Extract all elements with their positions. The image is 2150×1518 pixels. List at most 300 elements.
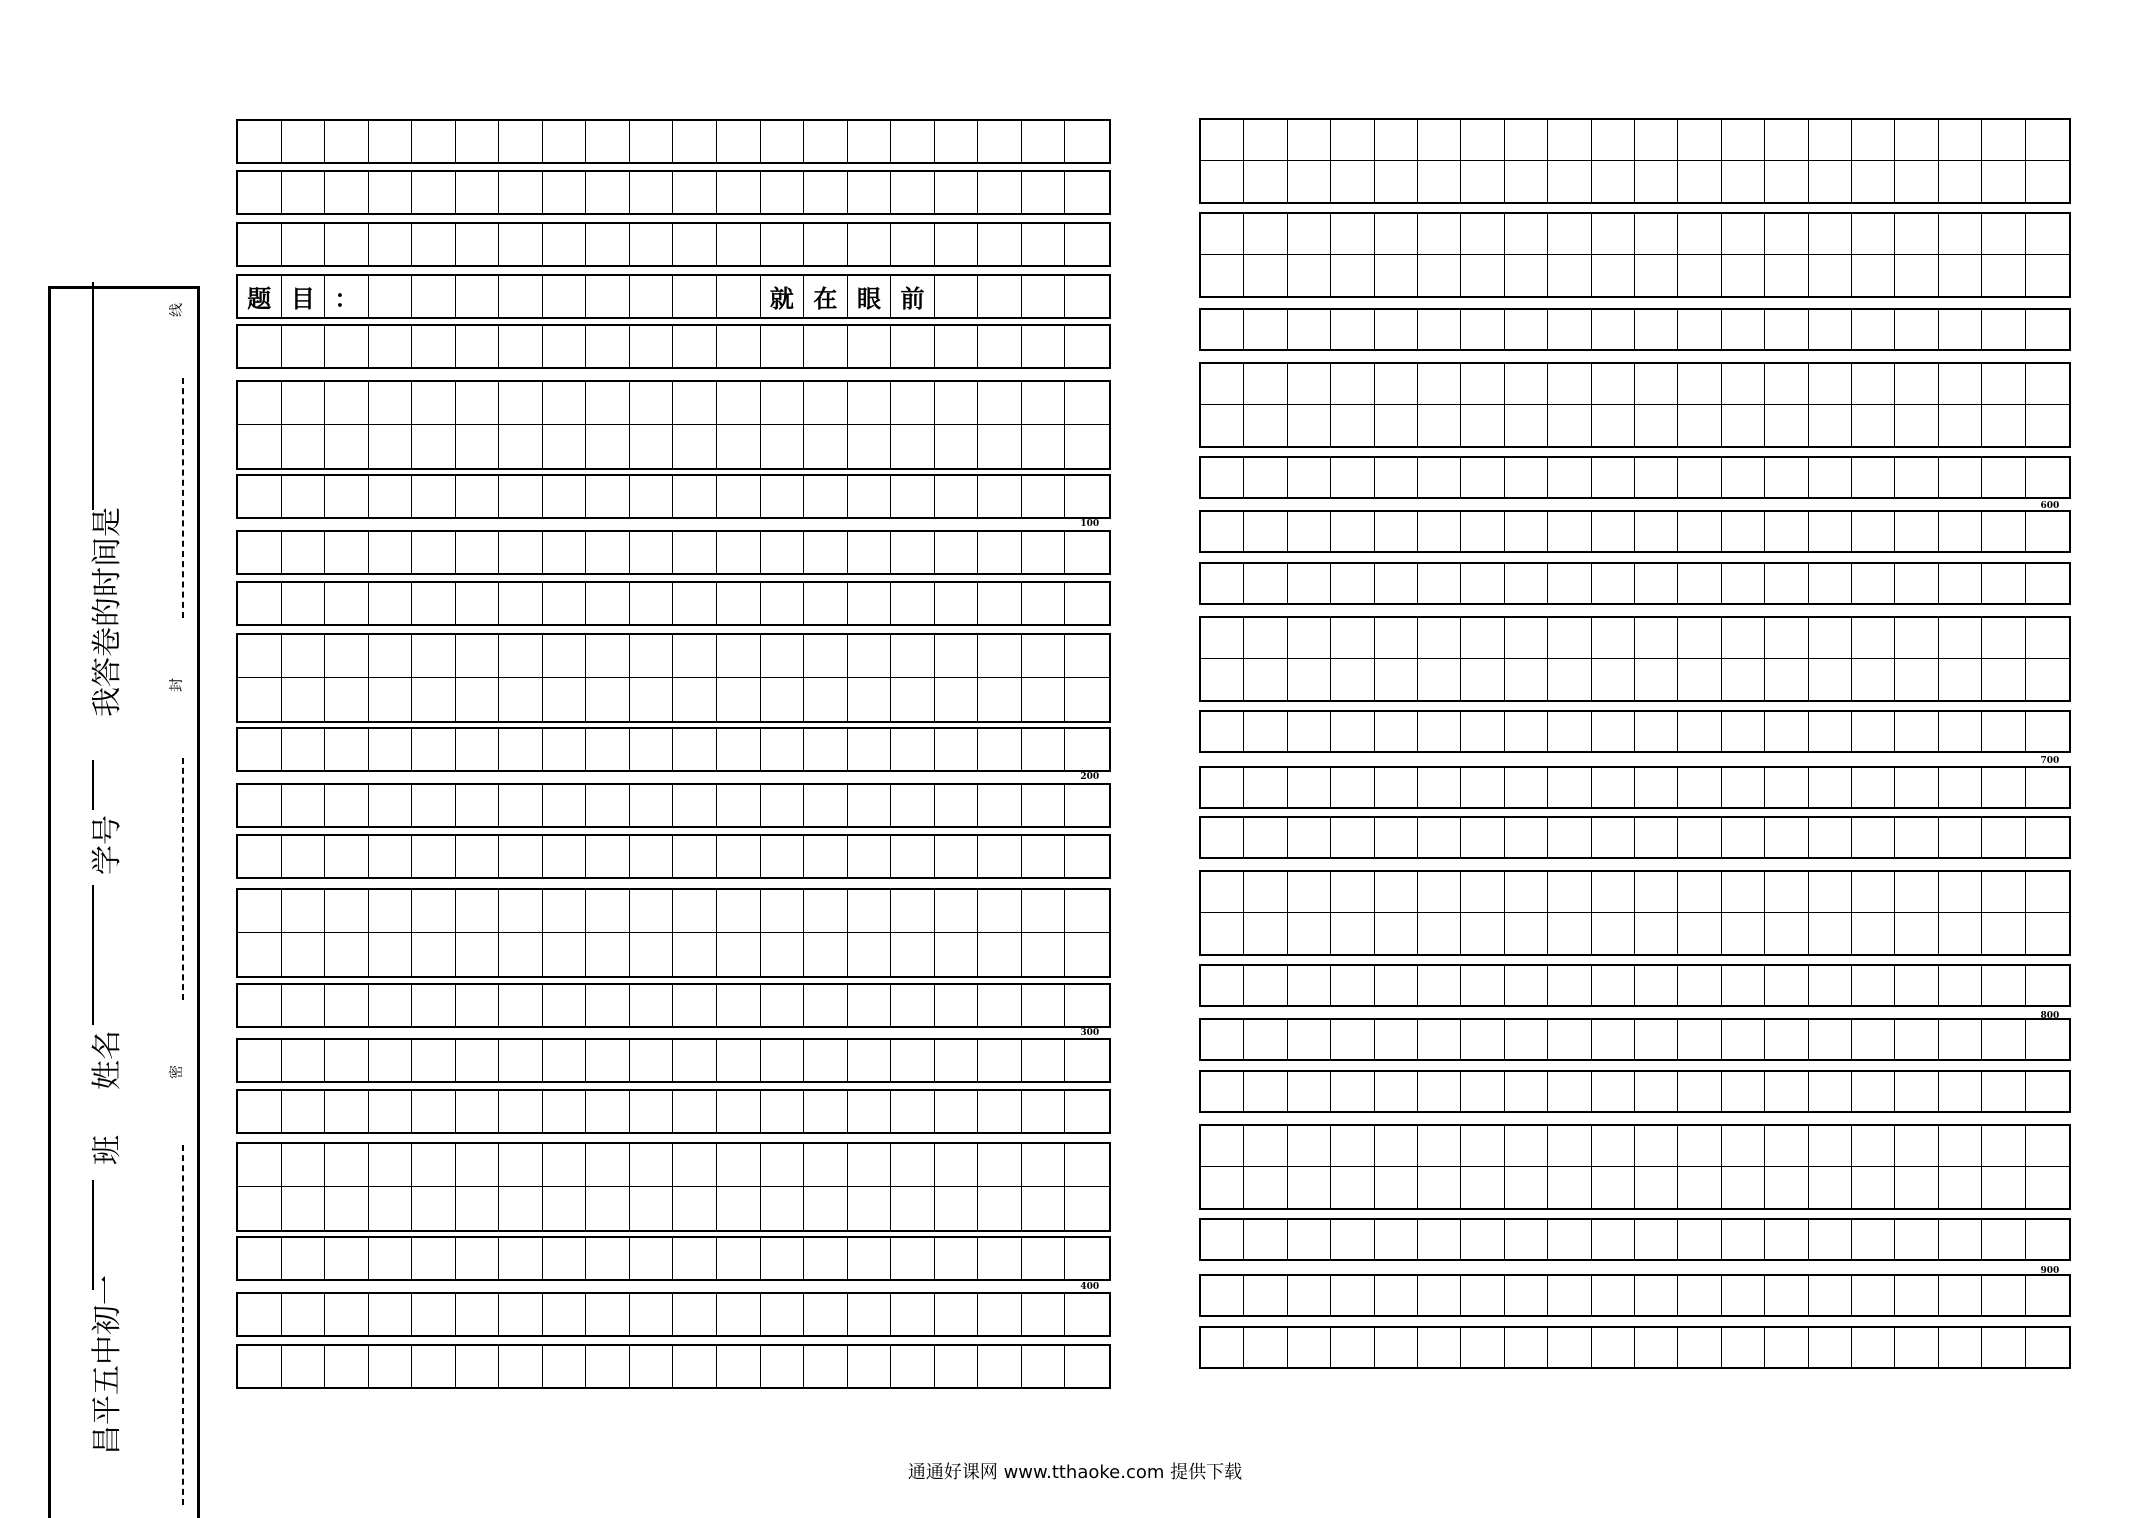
grid-cell[interactable] (1022, 985, 1066, 1026)
grid-cell[interactable] (1852, 872, 1895, 913)
grid-cell[interactable] (1939, 564, 1982, 603)
grid-cell[interactable] (1895, 1328, 1938, 1367)
grid-cell[interactable] (935, 425, 979, 468)
grid-cell[interactable] (1592, 310, 1635, 349)
grid-cell[interactable] (1809, 1020, 1852, 1059)
grid-cell[interactable] (1895, 1126, 1938, 1167)
grid-cell[interactable] (282, 1144, 326, 1187)
grid-cell[interactable] (543, 785, 587, 826)
grid-cell[interactable] (1765, 161, 1808, 202)
grid-cell[interactable] (325, 1040, 369, 1081)
grid-cell[interactable] (717, 1091, 761, 1132)
grid-cell[interactable] (1765, 564, 1808, 603)
grid-cell[interactable] (891, 678, 935, 721)
grid-cell[interactable] (238, 985, 282, 1026)
grid-cell[interactable] (673, 583, 717, 624)
grid-cell[interactable] (630, 1091, 674, 1132)
grid-cell[interactable] (1852, 618, 1895, 659)
grid-cell[interactable] (586, 1187, 630, 1230)
grid-cell[interactable] (891, 635, 935, 678)
grid-cell[interactable] (1065, 1144, 1109, 1187)
grid-cell[interactable] (369, 583, 413, 624)
grid-cell[interactable] (935, 1144, 979, 1187)
grid-cell[interactable] (412, 678, 456, 721)
grid-cell[interactable] (761, 933, 805, 976)
grid-cell[interactable] (1288, 1276, 1331, 1315)
grid-cell[interactable] (1201, 512, 1244, 551)
grid-cell[interactable] (238, 836, 282, 877)
grid-cell[interactable] (1852, 966, 1895, 1005)
grid-cell[interactable] (1852, 458, 1895, 497)
title-cell[interactable] (630, 276, 674, 317)
grid-cell[interactable] (1375, 872, 1418, 913)
grid-cell[interactable] (1331, 1328, 1374, 1367)
grid-cell[interactable] (1982, 966, 2025, 1005)
grid-cell[interactable] (1244, 564, 1287, 603)
grid-cell[interactable] (2026, 1276, 2069, 1315)
grid-cell[interactable] (630, 224, 674, 265)
grid-cell[interactable] (238, 1294, 282, 1335)
grid-cell[interactable] (1722, 512, 1765, 551)
grid-cell[interactable] (1939, 1220, 1982, 1259)
grid-cell[interactable] (804, 224, 848, 265)
grid-cell[interactable] (1635, 161, 1678, 202)
grid-cell[interactable] (1375, 214, 1418, 255)
grid-cell[interactable] (1722, 1167, 1765, 1208)
grid-cell[interactable] (804, 172, 848, 213)
grid-cell[interactable] (1331, 458, 1374, 497)
grid-cell[interactable] (1375, 768, 1418, 807)
grid-cell[interactable] (1505, 872, 1548, 913)
grid-cell[interactable] (1722, 1276, 1765, 1315)
grid-cell[interactable] (1461, 161, 1504, 202)
grid-cell[interactable] (1065, 890, 1109, 933)
grid-cell[interactable] (1201, 161, 1244, 202)
title-cell[interactable]: 目 (282, 276, 326, 317)
grid-cell[interactable] (1065, 121, 1109, 162)
grid-cell[interactable] (282, 1091, 326, 1132)
grid-cell[interactable] (1592, 1220, 1635, 1259)
grid-cell[interactable] (1022, 678, 1066, 721)
grid-cell[interactable] (456, 678, 500, 721)
grid-cell[interactable] (717, 1187, 761, 1230)
grid-cell[interactable] (1548, 659, 1591, 700)
grid-cell[interactable] (1592, 161, 1635, 202)
grid-cell[interactable] (804, 382, 848, 425)
grid-cell[interactable] (1678, 1126, 1721, 1167)
grid-cell[interactable] (1331, 405, 1374, 446)
grid-cell[interactable] (1852, 768, 1895, 807)
grid-cell[interactable] (1418, 712, 1461, 751)
grid-cell[interactable] (456, 172, 500, 213)
grid-cell[interactable] (761, 476, 805, 517)
grid-cell[interactable] (761, 678, 805, 721)
grid-cell[interactable] (978, 172, 1022, 213)
grid-cell[interactable] (1982, 1126, 2025, 1167)
grid-cell[interactable] (586, 1346, 630, 1387)
grid-cell[interactable] (935, 933, 979, 976)
grid-cell[interactable] (499, 678, 543, 721)
grid-cell[interactable] (1022, 326, 1066, 367)
grid-cell[interactable] (1418, 872, 1461, 913)
grid-cell[interactable] (1809, 310, 1852, 349)
grid-cell[interactable] (978, 1091, 1022, 1132)
grid-cell[interactable] (543, 382, 587, 425)
grid-cell[interactable] (978, 836, 1022, 877)
grid-cell[interactable] (935, 172, 979, 213)
grid-cell[interactable] (1201, 214, 1244, 255)
grid-cell[interactable] (586, 476, 630, 517)
grid-cell[interactable] (282, 933, 326, 976)
grid-cell[interactable] (238, 583, 282, 624)
grid-cell[interactable] (282, 785, 326, 826)
grid-cell[interactable] (673, 1187, 717, 1230)
grid-cell[interactable] (717, 476, 761, 517)
grid-cell[interactable] (1065, 583, 1109, 624)
grid-cell[interactable] (1852, 405, 1895, 446)
grid-cell[interactable] (1895, 872, 1938, 913)
grid-cell[interactable] (456, 326, 500, 367)
grid-cell[interactable] (761, 1187, 805, 1230)
grid-cell[interactable] (1244, 1328, 1287, 1367)
grid-cell[interactable] (412, 1346, 456, 1387)
title-cell[interactable] (499, 276, 543, 317)
grid-cell[interactable] (1375, 1220, 1418, 1259)
grid-cell[interactable] (499, 425, 543, 468)
grid-cell[interactable] (1678, 913, 1721, 954)
grid-cell[interactable] (1331, 913, 1374, 954)
grid-cell[interactable] (1065, 729, 1109, 770)
grid-cell[interactable] (1809, 913, 1852, 954)
grid-cell[interactable] (1201, 712, 1244, 751)
grid-cell[interactable] (1288, 1126, 1331, 1167)
grid-cell[interactable] (543, 1144, 587, 1187)
grid-cell[interactable] (282, 635, 326, 678)
grid-cell[interactable] (1288, 214, 1331, 255)
grid-cell[interactable] (1809, 1167, 1852, 1208)
grid-cell[interactable] (499, 635, 543, 678)
grid-cell[interactable] (1201, 818, 1244, 857)
grid-cell[interactable] (1765, 1220, 1808, 1259)
grid-cell[interactable] (1895, 1167, 1938, 1208)
grid-cell[interactable] (978, 1294, 1022, 1335)
grid-cell[interactable] (543, 1294, 587, 1335)
grid-cell[interactable] (1461, 1126, 1504, 1167)
grid-cell[interactable] (1548, 913, 1591, 954)
grid-cell[interactable] (1809, 659, 1852, 700)
grid-cell[interactable] (1022, 1187, 1066, 1230)
grid-cell[interactable] (1635, 659, 1678, 700)
grid-cell[interactable] (717, 121, 761, 162)
grid-cell[interactable] (1982, 310, 2025, 349)
grid-cell[interactable] (325, 425, 369, 468)
grid-cell[interactable] (1288, 818, 1331, 857)
grid-cell[interactable] (1418, 818, 1461, 857)
grid-cell[interactable] (325, 583, 369, 624)
grid-cell[interactable] (282, 1040, 326, 1081)
grid-cell[interactable] (1201, 618, 1244, 659)
grid-cell[interactable] (1548, 1126, 1591, 1167)
grid-cell[interactable] (369, 836, 413, 877)
grid-cell[interactable] (412, 635, 456, 678)
grid-cell[interactable] (543, 678, 587, 721)
grid-cell[interactable] (1375, 712, 1418, 751)
grid-cell[interactable] (1765, 364, 1808, 405)
grid-cell[interactable] (1418, 120, 1461, 161)
grid-cell[interactable] (1331, 1276, 1374, 1315)
grid-cell[interactable] (543, 224, 587, 265)
grid-cell[interactable] (673, 678, 717, 721)
grid-cell[interactable] (412, 1091, 456, 1132)
grid-cell[interactable] (1939, 161, 1982, 202)
grid-cell[interactable] (456, 836, 500, 877)
grid-cell[interactable] (935, 785, 979, 826)
grid-cell[interactable] (1765, 458, 1808, 497)
grid-cell[interactable] (1939, 659, 1982, 700)
grid-cell[interactable] (1852, 1328, 1895, 1367)
grid-cell[interactable] (369, 933, 413, 976)
grid-cell[interactable] (1505, 1220, 1548, 1259)
grid-cell[interactable] (412, 729, 456, 770)
grid-cell[interactable] (630, 121, 674, 162)
grid-cell[interactable] (499, 1091, 543, 1132)
grid-cell[interactable] (543, 985, 587, 1026)
grid-cell[interactable] (1461, 364, 1504, 405)
grid-cell[interactable] (1852, 1020, 1895, 1059)
grid-cell[interactable] (978, 1238, 1022, 1279)
grid-cell[interactable] (1288, 712, 1331, 751)
grid-cell[interactable] (1939, 1126, 1982, 1167)
grid-cell[interactable] (499, 785, 543, 826)
grid-cell[interactable] (1548, 1072, 1591, 1111)
grid-cell[interactable] (1939, 618, 1982, 659)
grid-cell[interactable] (1065, 635, 1109, 678)
grid-cell[interactable] (1288, 512, 1331, 551)
grid-cell[interactable] (1852, 1276, 1895, 1315)
grid-cell[interactable] (761, 224, 805, 265)
grid-cell[interactable] (2026, 768, 2069, 807)
grid-cell[interactable] (1765, 1072, 1808, 1111)
grid-cell[interactable] (1201, 458, 1244, 497)
grid-cell[interactable] (1895, 913, 1938, 954)
grid-cell[interactable] (761, 382, 805, 425)
grid-cell[interactable] (1288, 564, 1331, 603)
grid-cell[interactable] (1548, 1020, 1591, 1059)
grid-cell[interactable] (1548, 966, 1591, 1005)
title-cell[interactable] (978, 276, 1022, 317)
grid-cell[interactable] (2026, 659, 2069, 700)
grid-cell[interactable] (456, 785, 500, 826)
grid-cell[interactable] (1765, 818, 1808, 857)
grid-cell[interactable] (978, 583, 1022, 624)
grid-cell[interactable] (325, 382, 369, 425)
grid-cell[interactable] (543, 583, 587, 624)
grid-cell[interactable] (456, 476, 500, 517)
grid-cell[interactable] (1722, 966, 1765, 1005)
grid-cell[interactable] (412, 583, 456, 624)
title-cell[interactable]: ： (325, 276, 369, 317)
grid-cell[interactable] (1982, 458, 2025, 497)
grid-cell[interactable] (717, 224, 761, 265)
grid-cell[interactable] (804, 1346, 848, 1387)
grid-cell[interactable] (1505, 458, 1548, 497)
grid-cell[interactable] (543, 425, 587, 468)
grid-cell[interactable] (673, 1346, 717, 1387)
grid-cell[interactable] (891, 933, 935, 976)
grid-cell[interactable] (1022, 1144, 1066, 1187)
grid-cell[interactable] (978, 476, 1022, 517)
grid-cell[interactable] (1022, 425, 1066, 468)
grid-cell[interactable] (1461, 966, 1504, 1005)
grid-cell[interactable] (282, 476, 326, 517)
grid-cell[interactable] (1852, 1126, 1895, 1167)
grid-cell[interactable] (456, 121, 500, 162)
grid-cell[interactable] (673, 532, 717, 573)
grid-cell[interactable] (238, 121, 282, 162)
grid-cell[interactable] (1939, 214, 1982, 255)
grid-cell[interactable] (1852, 120, 1895, 161)
grid-cell[interactable] (1852, 659, 1895, 700)
grid-cell[interactable] (1809, 1328, 1852, 1367)
grid-cell[interactable] (543, 1238, 587, 1279)
grid-cell[interactable] (804, 1091, 848, 1132)
grid-cell[interactable] (630, 836, 674, 877)
grid-cell[interactable] (1592, 712, 1635, 751)
grid-cell[interactable] (1331, 872, 1374, 913)
grid-cell[interactable] (848, 1091, 892, 1132)
grid-cell[interactable] (804, 1187, 848, 1230)
grid-cell[interactable] (1331, 966, 1374, 1005)
grid-cell[interactable] (978, 985, 1022, 1026)
grid-cell[interactable] (1548, 564, 1591, 603)
grid-cell[interactable] (1939, 364, 1982, 405)
grid-cell[interactable] (1461, 405, 1504, 446)
grid-cell[interactable] (282, 382, 326, 425)
grid-cell[interactable] (1548, 161, 1591, 202)
grid-cell[interactable] (1809, 364, 1852, 405)
grid-cell[interactable] (935, 635, 979, 678)
grid-cell[interactable] (499, 382, 543, 425)
grid-cell[interactable] (1939, 1020, 1982, 1059)
grid-cell[interactable] (1592, 1020, 1635, 1059)
grid-cell[interactable] (1548, 512, 1591, 551)
grid-cell[interactable] (848, 382, 892, 425)
grid-cell[interactable] (1548, 1328, 1591, 1367)
grid-cell[interactable] (1678, 712, 1721, 751)
grid-cell[interactable] (1461, 1276, 1504, 1315)
grid-cell[interactable] (1678, 618, 1721, 659)
grid-cell[interactable] (1505, 913, 1548, 954)
grid-cell[interactable] (1765, 659, 1808, 700)
grid-cell[interactable] (1722, 1220, 1765, 1259)
grid-cell[interactable] (1288, 1328, 1331, 1367)
grid-cell[interactable] (1548, 458, 1591, 497)
grid-cell[interactable] (1244, 512, 1287, 551)
grid-cell[interactable] (1722, 120, 1765, 161)
grid-cell[interactable] (412, 785, 456, 826)
grid-cell[interactable] (673, 172, 717, 213)
grid-cell[interactable] (1331, 618, 1374, 659)
grid-cell[interactable] (1809, 1276, 1852, 1315)
grid-cell[interactable] (761, 836, 805, 877)
grid-cell[interactable] (1678, 161, 1721, 202)
grid-cell[interactable] (1939, 1167, 1982, 1208)
grid-cell[interactable] (325, 890, 369, 933)
grid-cell[interactable] (1592, 1072, 1635, 1111)
grid-cell[interactable] (1065, 1187, 1109, 1230)
grid-cell[interactable] (456, 1187, 500, 1230)
grid-cell[interactable] (1022, 121, 1066, 162)
grid-cell[interactable] (1895, 818, 1938, 857)
grid-cell[interactable] (1461, 564, 1504, 603)
grid-cell[interactable] (1505, 564, 1548, 603)
grid-cell[interactable] (1635, 768, 1678, 807)
grid-cell[interactable] (586, 1040, 630, 1081)
grid-cell[interactable] (761, 890, 805, 933)
grid-cell[interactable] (1722, 161, 1765, 202)
grid-cell[interactable] (1635, 1276, 1678, 1315)
grid-cell[interactable] (325, 933, 369, 976)
grid-cell[interactable] (1592, 818, 1635, 857)
grid-cell[interactable] (1375, 310, 1418, 349)
grid-cell[interactable] (1244, 618, 1287, 659)
grid-cell[interactable] (1722, 1020, 1765, 1059)
grid-cell[interactable] (630, 382, 674, 425)
grid-cell[interactable] (1982, 659, 2025, 700)
grid-cell[interactable] (1635, 405, 1678, 446)
grid-cell[interactable] (1722, 364, 1765, 405)
grid-cell[interactable] (282, 729, 326, 770)
grid-cell[interactable] (1288, 405, 1331, 446)
grid-cell[interactable] (1939, 768, 1982, 807)
grid-cell[interactable] (1765, 1020, 1808, 1059)
grid-cell[interactable] (1895, 768, 1938, 807)
grid-cell[interactable] (543, 1346, 587, 1387)
grid-cell[interactable] (935, 1346, 979, 1387)
grid-cell[interactable] (1982, 1167, 2025, 1208)
grid-cell[interactable] (891, 121, 935, 162)
grid-cell[interactable] (325, 785, 369, 826)
grid-cell[interactable] (717, 635, 761, 678)
grid-cell[interactable] (2026, 564, 2069, 603)
grid-cell[interactable] (1418, 310, 1461, 349)
grid-cell[interactable] (804, 1238, 848, 1279)
grid-cell[interactable] (586, 729, 630, 770)
grid-cell[interactable] (412, 224, 456, 265)
grid-cell[interactable] (804, 583, 848, 624)
grid-cell[interactable] (1505, 1020, 1548, 1059)
grid-cell[interactable] (1288, 768, 1331, 807)
grid-cell[interactable] (804, 532, 848, 573)
grid-cell[interactable] (1809, 872, 1852, 913)
title-cell[interactable] (412, 276, 456, 317)
grid-cell[interactable] (1678, 1328, 1721, 1367)
grid-cell[interactable] (1244, 1276, 1287, 1315)
grid-cell[interactable] (1982, 913, 2025, 954)
grid-cell[interactable] (586, 425, 630, 468)
grid-cell[interactable] (499, 1144, 543, 1187)
grid-cell[interactable] (1065, 678, 1109, 721)
grid-cell[interactable] (325, 985, 369, 1026)
grid-cell[interactable] (1939, 120, 1982, 161)
grid-cell[interactable] (586, 382, 630, 425)
grid-cell[interactable] (761, 785, 805, 826)
grid-cell[interactable] (891, 1040, 935, 1081)
grid-cell[interactable] (761, 635, 805, 678)
grid-cell[interactable] (848, 476, 892, 517)
grid-cell[interactable] (1635, 310, 1678, 349)
grid-cell[interactable] (282, 1238, 326, 1279)
